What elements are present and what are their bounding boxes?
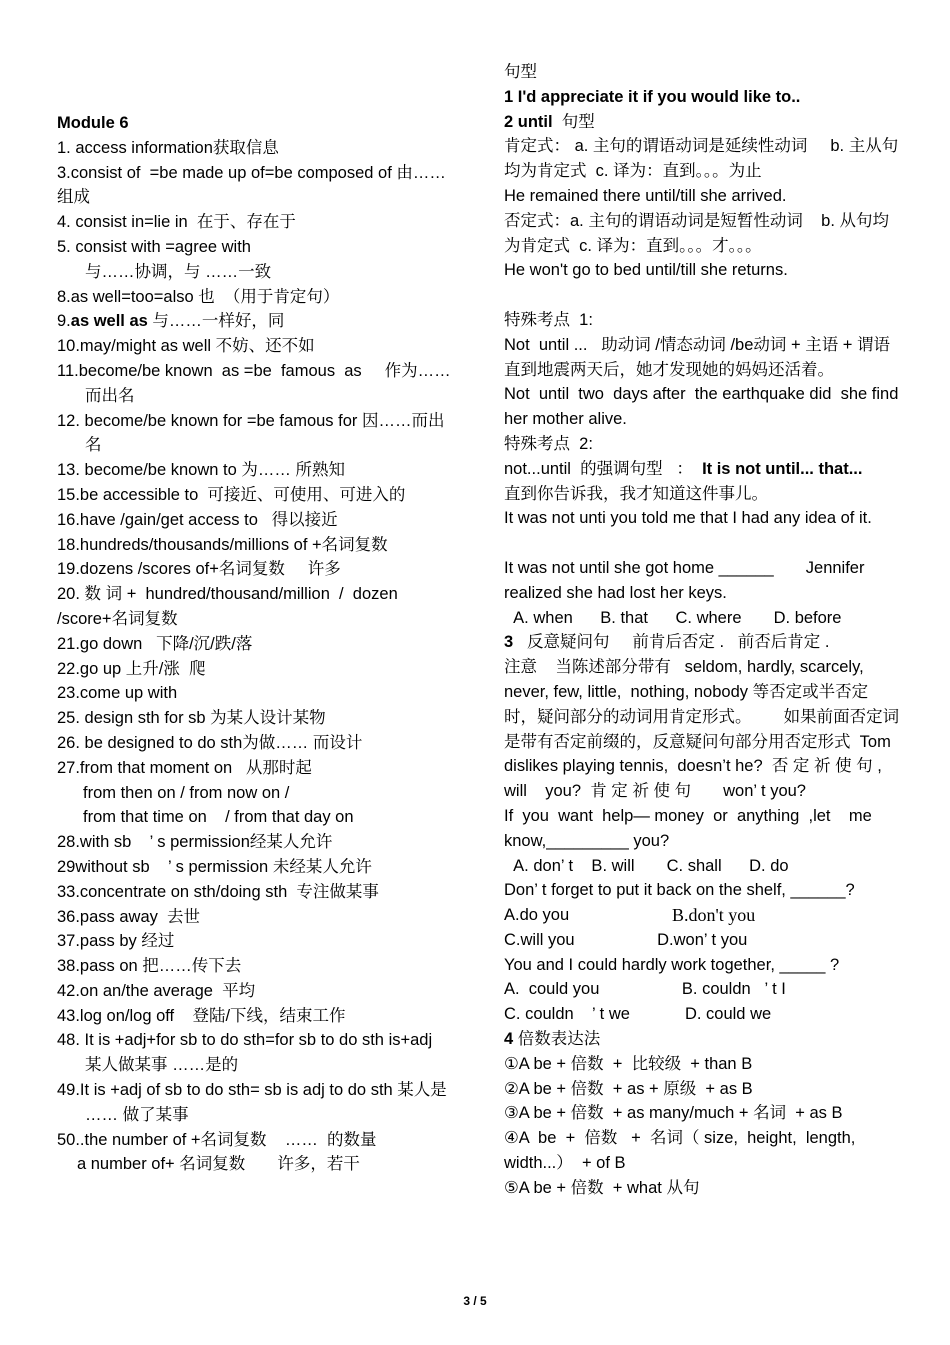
right-line: 肯定式： a. 主句的谓语动词是延续性动词 b. 主从句均为肯定式 c. 译为：直到。。。为止 <box>504 137 899 181</box>
left-line: 22.go up 上升/涨 爬 <box>57 659 206 678</box>
left-line: 15.be accessible to 可接近、可使用、可进入的 <box>57 485 406 504</box>
right-line: ③A be + 倍数 + as many/much + 名词 + as B <box>504 1104 843 1123</box>
right-column <box>504 60 903 1201</box>
left-line: 8.as well=too=also 也 （用于肯定句） <box>57 287 340 306</box>
right-line: He remained there until/till she arrived. <box>504 186 787 205</box>
left-line: 42.on an/the average 平均 <box>57 981 256 1000</box>
right-line: ①A be + 倍数 + 比较级 + than B <box>504 1054 753 1073</box>
right-line: It was not until she got home ______ Jennifer realized she had lost her keys. <box>504 558 870 602</box>
left-line: 26. be designed to do sth为做…… 而设计 <box>57 733 363 752</box>
option-text: B.don't you <box>672 905 756 926</box>
left-line: 12. become/be known for =be famous for 因……而出名 <box>57 411 445 455</box>
left-line: 19.dozens /scores of+名词复数 许多 <box>57 560 341 579</box>
right-line: 3 反意疑问句 前肯后否定 . 前否后肯定 . <box>504 633 830 652</box>
page-number: 3 / 5 <box>463 1294 487 1308</box>
left-line: 13. become/be known to 为…… 所熟知 <box>57 461 345 480</box>
left-line: 29without sb ’ s permission 未经某人允许 <box>57 857 372 876</box>
right-line: A. don’ t B. will C. shall D. do <box>504 856 789 875</box>
right-line: A. could you B. couldn ’ t I <box>504 980 786 999</box>
right-line: 注意 当陈述部分带有 seldom, hardly, scarcely, never, few, little, nothing, nobody 等否定或半否定时，疑问部分的动词用肯定形式。 如果前面否定词是带有否定前缀的，反意疑问句部分用否定形式 Tom dislikes playing tennis, doesn’t he? 否 定 祈 使 句 , will you? 肯 定 祈 使 句 won’ t you? <box>504 658 900 801</box>
left-line: 4. consist in=lie in 在于、存在于 <box>57 213 296 232</box>
right-line: 直到地震两天后，她才发现她的妈妈还活着。 <box>504 360 834 379</box>
right-line: C. couldn ’ t we D. could we <box>504 1005 772 1024</box>
left-line: from then on / from now on / <box>83 783 290 802</box>
right-line: ②A be + 倍数 + as + 原级 + as B <box>504 1079 753 1098</box>
left-line: 20. 数 词 + hundred/thousand/million / dozen /score+名词复数 <box>57 585 403 628</box>
left-column <box>57 111 451 1177</box>
left-line: 38.pass on 把……传下去 <box>57 957 242 976</box>
left-line: 18.hundreds/thousands/millions of +名词复数 <box>57 535 388 554</box>
right-line: 否定式：a. 主句的谓语动词是短暂性动词 b. 从句均为肯定式 c. 译为：直到。。。才。。。 <box>504 211 890 255</box>
left-line: 36.pass away 去世 <box>57 907 201 926</box>
right-line: C.will you D.won’ t you <box>504 930 748 949</box>
right-line: It was not unti you told me that I had any idea of it. <box>504 509 872 528</box>
right-line: He won't go to bed until/till she returns. <box>504 261 788 280</box>
right-line: You and I could hardly work together, _____ ? <box>504 955 840 974</box>
left-line: a number of+ 名词复数 许多，若干 <box>77 1155 360 1174</box>
left-line: 与……协调，与 ……一致 <box>85 262 272 281</box>
right-line: Not until ... 助动词 /情态动词 /be动词 + 主语 + 谓语 <box>504 335 891 354</box>
left-line: Module 6 <box>57 114 129 132</box>
right-line: 特殊考点 1: <box>504 310 593 329</box>
left-line: 10.may/might as well 不妨、还不如 <box>57 337 315 356</box>
right-line: ⑤A be + 倍数 + what 从句 <box>504 1178 700 1197</box>
left-line: 25. design sth for sb 为某人设计某物 <box>57 709 326 728</box>
left-line: 23.come up with <box>57 684 178 703</box>
right-line: 句型 <box>504 63 537 81</box>
left-line: 37.pass by 经过 <box>57 932 175 951</box>
right-line: not...until 的强调句型 ： It is not until... that... <box>504 459 863 478</box>
left-line: 21.go down 下降/沉/跌/落 <box>57 634 253 653</box>
right-line: ④A be + 倍数 + 名词（ size, height, length, width...） + of B <box>504 1129 860 1173</box>
right-line: 1 I'd appreciate it if you would like to.. <box>504 87 801 106</box>
blank-line <box>504 531 900 556</box>
right-line: Not until two days after the earthquake did she find her mother alive. <box>504 385 903 429</box>
right-line: 直到你告诉我，我才知道这件事儿。 <box>504 484 768 503</box>
right-line: If you want help— money or anything ,let me know,_________ you? <box>504 806 877 850</box>
left-line: 11.become/be known as =be famous as 作为……而出名 <box>57 361 451 405</box>
left-line: 9.as well as 与……一样好，同 <box>57 312 285 331</box>
left-line: 5. consist with =agree with <box>57 237 251 256</box>
right-line: Don’ t forget to put it back on the shelf, ______? <box>504 881 855 900</box>
left-line: 28.with sb ’ s permission经某人允许 <box>57 833 333 852</box>
left-line: 43.log on/log off 登陆/下线，结束工作 <box>57 1006 346 1025</box>
left-line: 27.from that moment on 从那时起 <box>57 758 312 777</box>
blank-line <box>504 283 900 308</box>
left-line: 50..the number of +名词复数 …… 的数量 <box>57 1130 377 1149</box>
left-line: 49.It is +adj of sb to do sth= sb is adj to do sth 某人是 …… 做了某事 <box>57 1081 452 1124</box>
left-line: 1. access information获取信息 <box>57 138 279 157</box>
left-line: from that time on / from that day on <box>83 808 354 827</box>
right-line: A. when B. that C. where D. before <box>504 608 842 627</box>
right-line: 4 倍数表达法 <box>504 1030 601 1049</box>
right-line: A.do you B.don't you <box>504 903 900 928</box>
left-line: 48. It is +adj+for sb to do sth=for sb to do sth is+adj 某人做某事 ……是的 <box>57 1031 442 1075</box>
left-line: 16.have /gain/get access to 得以接近 <box>57 510 338 529</box>
right-line: 2 until 句型 <box>504 112 595 131</box>
left-line: 3.consist of =be made up of=be composed of 由……组成 <box>57 163 446 207</box>
right-line: 特殊考点 2: <box>504 434 593 453</box>
left-line: 33.concentrate on sth/doing sth 专注做某事 <box>57 882 379 901</box>
